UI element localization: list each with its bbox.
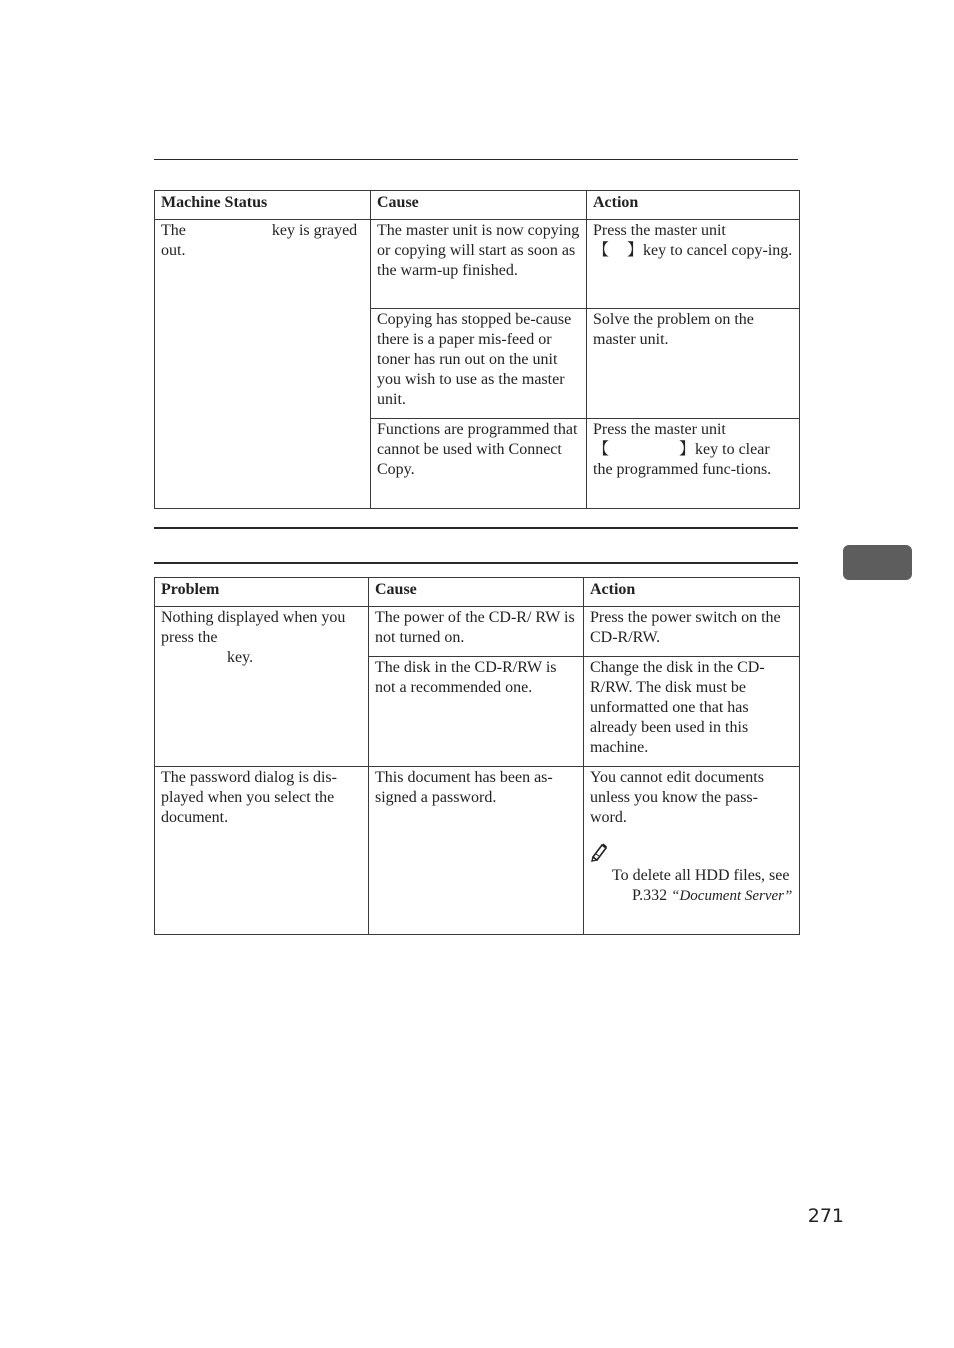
cause-cell: This document has been as-signed a password. [369, 767, 584, 935]
table-header-row [155, 191, 800, 220]
section-rule-top [154, 527, 798, 529]
cause-cell: Copying has stopped be-cause there is a paper mis-feed or toner has run out on the unit you wish to use as the master unit. [371, 309, 587, 419]
page-number: 271 [807, 1205, 844, 1227]
action-cell: Press the master unit 【 】key to clear the programmed func-tions. [587, 419, 800, 509]
cause-cell: The disk in the CD-R/RW is not a recommended one. [369, 657, 584, 767]
cause-cell: The master unit is now copying or copying will start as soon as the warm-up finished. [371, 220, 587, 309]
key-bracket-close: 】 [627, 242, 644, 259]
key-bracket-close: 】 [679, 441, 696, 458]
cause-cell: Functions are programmed that cannot be used with Connect Copy. [371, 419, 587, 509]
column-header: Cause [371, 191, 587, 220]
table-header-row [155, 578, 800, 607]
action-cell: Change the disk in the CD-R/RW. The disk must be unformatted one that has already been used in this machine. [584, 657, 800, 767]
column-header: Action [587, 191, 800, 220]
header-rule [154, 159, 798, 160]
reference-title: “Document Server” [671, 888, 793, 904]
note-text: To delete all HDD files, seeP.332 “Document Server” [612, 867, 793, 904]
pencil-note-icon [590, 842, 610, 862]
action-cell: Press the power switch on the CD-R/RW. [584, 607, 800, 657]
key-bracket-open: 【 [593, 242, 610, 259]
page-reference-link[interactable]: P.332 [632, 887, 668, 904]
column-header: Problem [155, 578, 369, 607]
table-row [155, 607, 800, 657]
cause-cell: The power of the CD-R/ RW is not turned on. [369, 607, 584, 657]
action-cell: Press the master unit 【 】key to cancel copy-ing. [587, 220, 800, 309]
table-row [155, 220, 800, 309]
key-bracket-open: 【 [593, 441, 610, 458]
column-header: Cause [369, 578, 584, 607]
problem-cell: Nothing displayed when you press the key. [155, 607, 369, 767]
table-row [155, 767, 800, 935]
problem-cell: The password dialog is dis-played when you select the document. [155, 767, 369, 935]
action-cell: You cannot edit documents unless you know the pass-word. To delete all HDD files, seeP.332 “Document Server” [584, 767, 800, 935]
machine-status-table [154, 190, 800, 509]
problem-table [154, 577, 800, 935]
chapter-tab [843, 545, 912, 580]
machine-status-cell: The key is grayed out. [155, 220, 371, 509]
column-header: Action [584, 578, 800, 607]
action-cell: Solve the problem on the master unit. [587, 309, 800, 419]
section-rule-bottom [154, 562, 798, 564]
column-header: Machine Status [155, 191, 371, 220]
